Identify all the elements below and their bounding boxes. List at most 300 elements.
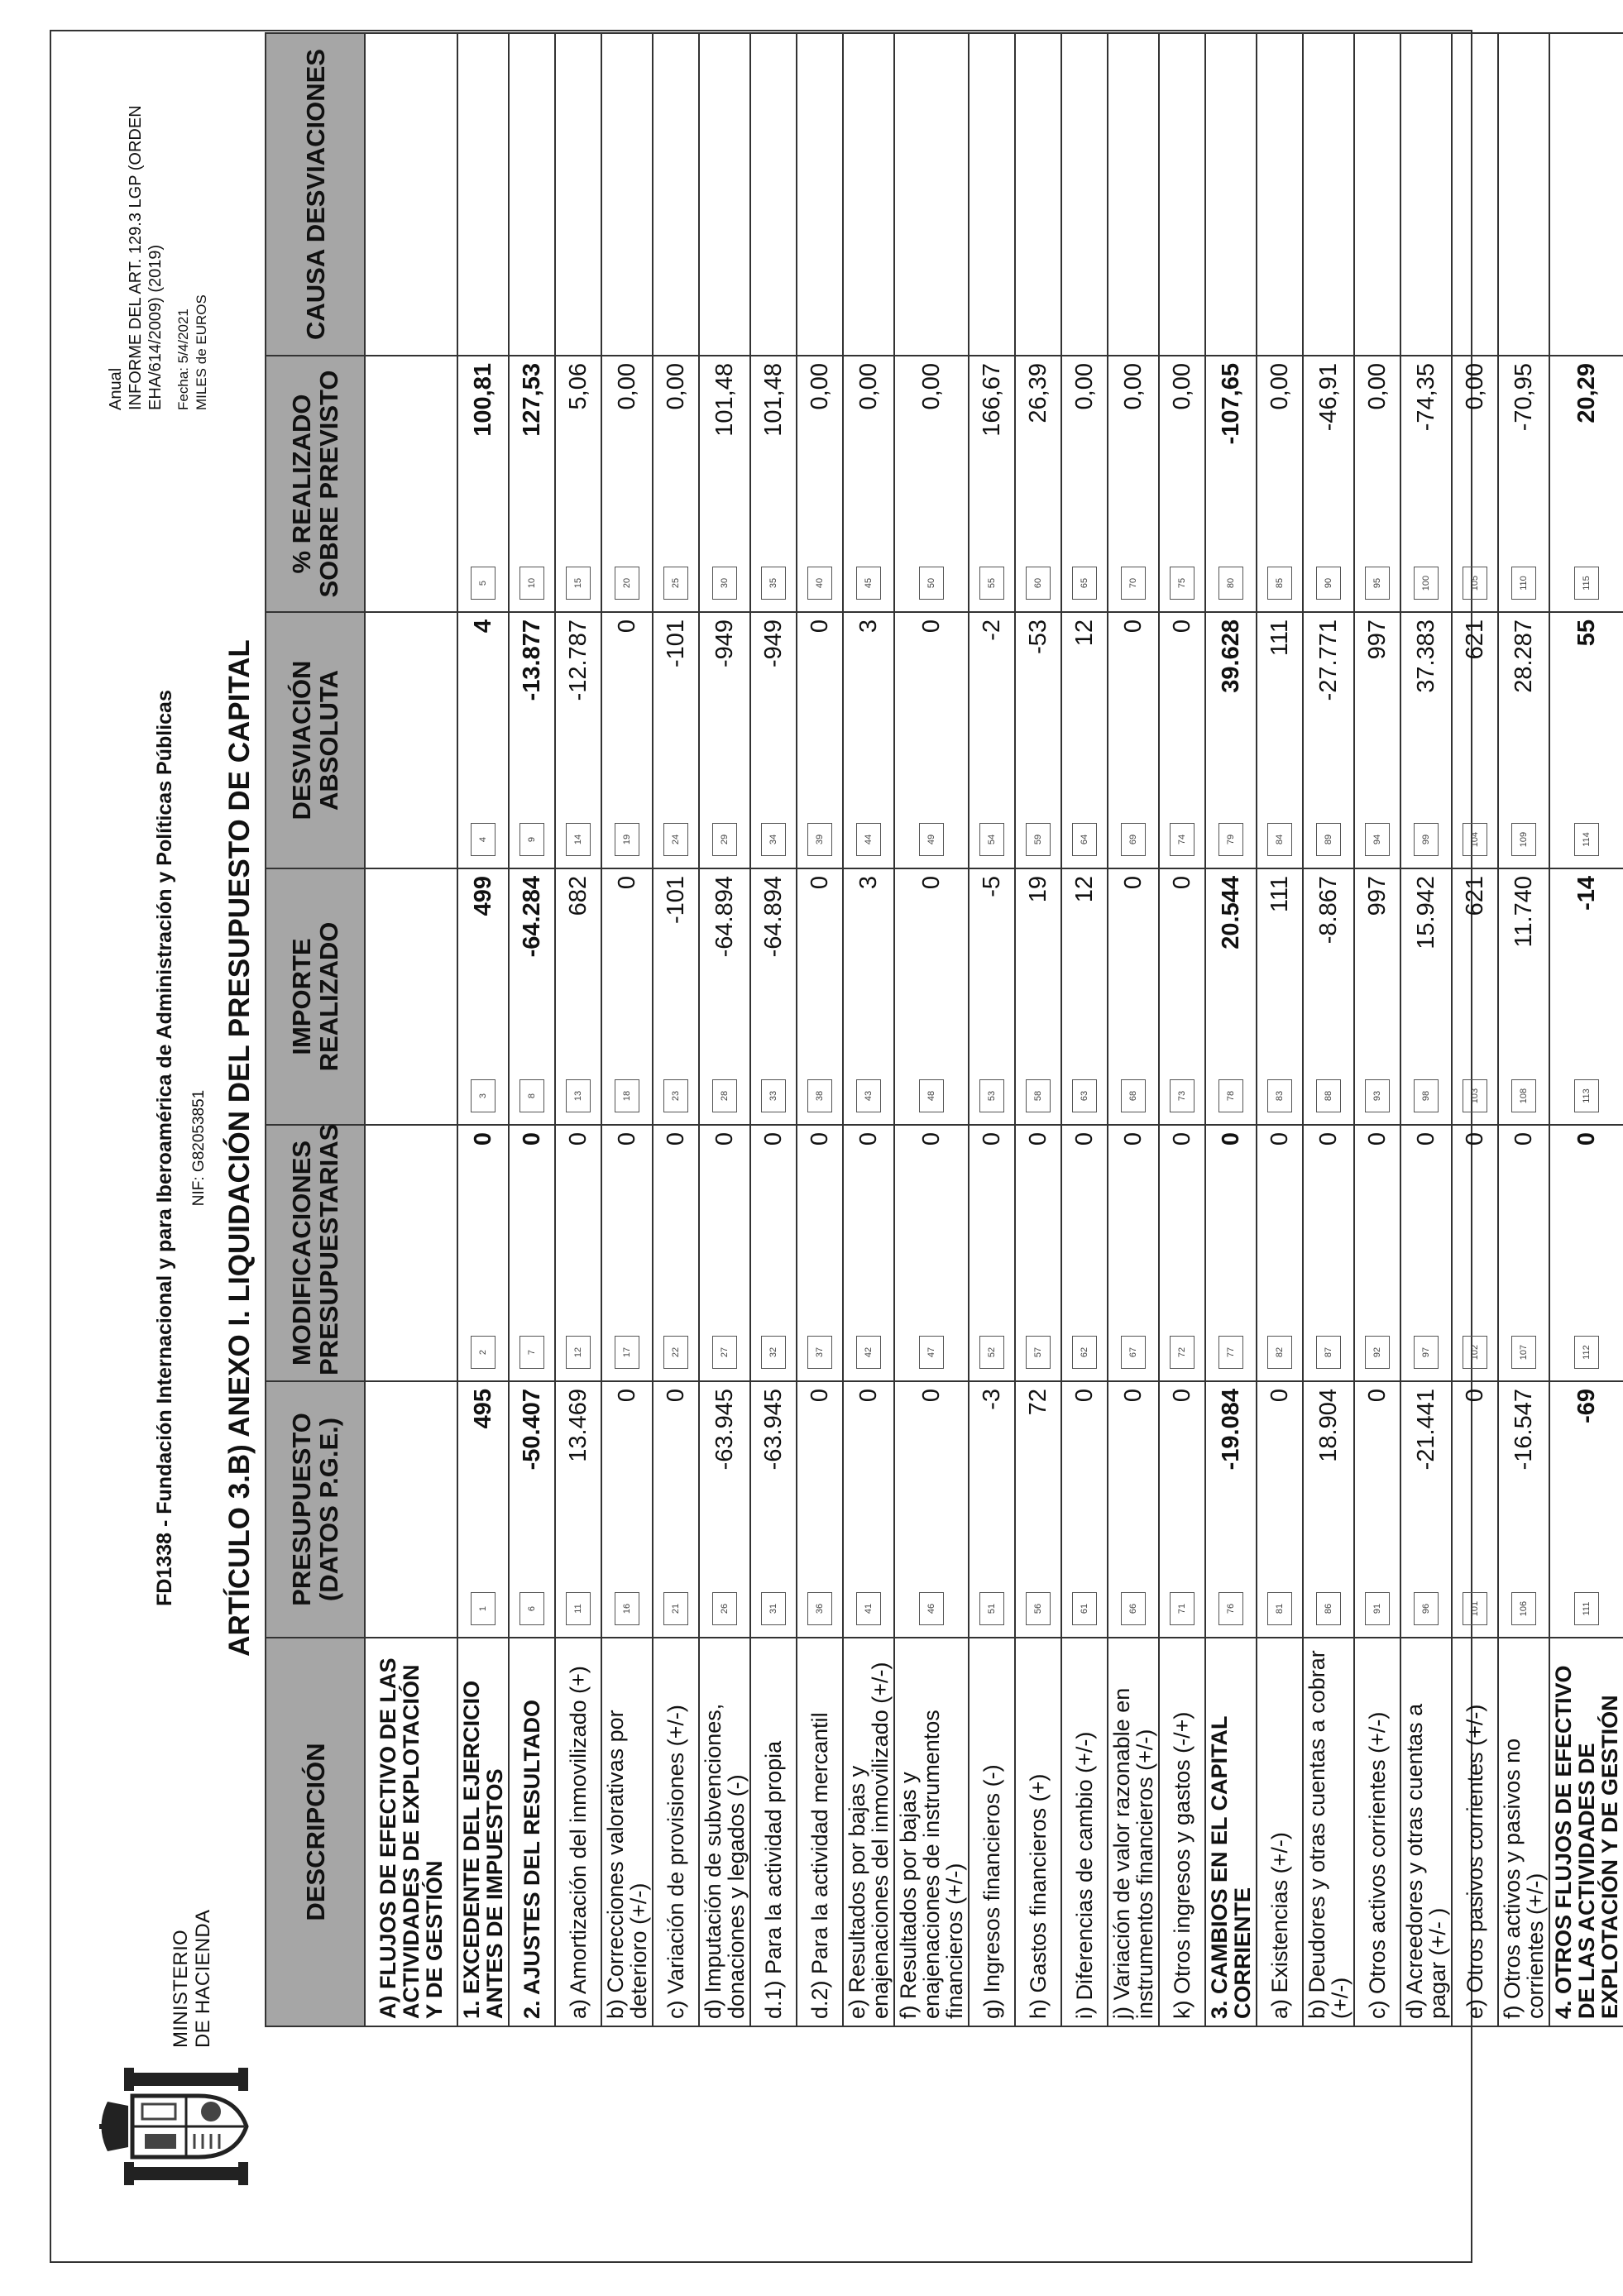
- table-row: [1549, 33, 1623, 2026]
- cell-modificaciones: [1159, 1125, 1205, 1381]
- row-description: 1. EXCEDENTE DEL EJERCICIO ANTES DE IMPUESTOS: [457, 1638, 509, 2026]
- cell-value: -69: [1573, 1389, 1600, 1423]
- cell-desviacion: [601, 612, 653, 868]
- cell-presupuesto: [969, 1381, 1015, 1638]
- budget-liquidation-table: [265, 32, 1623, 2027]
- field-id-box: 60: [1026, 567, 1051, 600]
- cell-value: 3: [855, 876, 882, 890]
- cell-desviacion: [699, 612, 750, 868]
- field-id-box: 17: [615, 1336, 639, 1369]
- table-row: [1159, 33, 1205, 2026]
- cell-causa: [1015, 33, 1061, 356]
- cell-value: 0: [1266, 1389, 1293, 1403]
- cell-modificaciones: [1108, 1125, 1159, 1381]
- column-header-modificaciones: MODIFICACIONES PRESUPUESTARIAS: [266, 1125, 365, 1381]
- cell-value: 0,00: [1119, 363, 1147, 410]
- cell-value: 0: [978, 1132, 1005, 1146]
- cell-presupuesto: [1015, 1381, 1061, 1638]
- cell-modificaciones: [894, 1125, 969, 1381]
- cell-value: -107,65: [1217, 363, 1244, 445]
- cell-value: -64.894: [759, 876, 787, 958]
- cell-value: 0: [1266, 1132, 1293, 1146]
- field-id-box: 110: [1511, 567, 1536, 600]
- cell-value: 0,00: [855, 363, 882, 410]
- field-id-box: 85: [1267, 567, 1292, 600]
- field-id-box: 95: [1365, 567, 1390, 600]
- field-id-box: 37: [807, 1336, 832, 1369]
- cell-importe: [365, 868, 457, 1125]
- cell-value: 26,39: [1024, 363, 1051, 423]
- report-date: Fecha: 5/4/2021: [175, 309, 191, 410]
- cell-value: 72: [1024, 1389, 1051, 1416]
- cell-value: 20.544: [1217, 876, 1244, 949]
- cell-value: 0: [1119, 876, 1147, 890]
- field-id-box: 107: [1511, 1336, 1536, 1369]
- cell-porcentaje: [1400, 356, 1452, 612]
- row-description: c) Otros activos corrientes (+/-): [1354, 1638, 1400, 2026]
- cell-value: 0: [518, 1132, 545, 1146]
- cell-porcentaje: [1205, 356, 1257, 612]
- cell-importe: [1400, 868, 1452, 1125]
- field-id-box: 57: [1026, 1336, 1051, 1369]
- field-id-box: 46: [919, 1592, 944, 1625]
- cell-value: 0: [1168, 1389, 1195, 1403]
- field-id-box: 56: [1026, 1592, 1051, 1625]
- field-id-box: 12: [566, 1336, 591, 1369]
- nif-text: NIF: G82053851: [190, 1089, 208, 1207]
- cell-desviacion: [653, 612, 699, 868]
- cell-modificaciones: [1549, 1125, 1623, 1381]
- field-id-box: 82: [1267, 1336, 1292, 1369]
- field-id-box: 19: [615, 823, 639, 856]
- field-id-box: 52: [979, 1336, 1004, 1369]
- row-description: e) Resultados por bajas y enajenaciones del inmovilizado (+/-): [843, 1638, 894, 2026]
- field-id-box: 111: [1574, 1592, 1599, 1625]
- cell-presupuesto: [1400, 1381, 1452, 1638]
- cell-value: 0: [1217, 1132, 1244, 1146]
- field-id-box: 35: [761, 567, 786, 600]
- cell-desviacion: [750, 612, 797, 868]
- cell-importe: [601, 868, 653, 1125]
- cell-value: -63.945: [759, 1389, 787, 1471]
- cell-value: 101,48: [759, 363, 787, 437]
- field-id-box: 11: [566, 1592, 591, 1625]
- cell-importe: [1303, 868, 1354, 1125]
- table-row: [1303, 33, 1354, 2026]
- cell-modificaciones: [601, 1125, 653, 1381]
- table-row: [894, 33, 969, 2026]
- cell-porcentaje: [365, 356, 457, 612]
- field-id-box: 9: [519, 823, 544, 856]
- row-description: b) Deudores y otras cuentas a cobrar (+/-): [1303, 1638, 1354, 2026]
- row-description: 3. CAMBIOS EN EL CAPITAL CORRIENTE: [1205, 1638, 1257, 2026]
- cell-porcentaje: [1549, 356, 1623, 612]
- cell-value: -64.284: [518, 876, 545, 958]
- cell-value: 0: [1314, 1132, 1342, 1146]
- cell-porcentaje: [894, 356, 969, 612]
- cell-presupuesto: [797, 1381, 843, 1638]
- cell-presupuesto: [365, 1381, 457, 1638]
- cell-value: 621: [1461, 876, 1488, 916]
- cell-value: 0,00: [613, 363, 640, 410]
- table-row: [601, 33, 653, 2026]
- cell-causa: [509, 33, 555, 356]
- field-id-box: 108: [1511, 1079, 1536, 1112]
- cell-value: 4: [469, 619, 496, 634]
- column-header-porcentaje: % REALIZADO SOBRE PREVISTO: [266, 356, 365, 612]
- row-description: d.2) Para la actividad mercantil: [797, 1638, 843, 2026]
- cell-value: 12: [1070, 876, 1098, 903]
- field-id-box: 67: [1121, 1336, 1146, 1369]
- cell-value: 0: [613, 876, 640, 890]
- field-id-box: 92: [1365, 1336, 1390, 1369]
- cell-desviacion: [1257, 612, 1303, 868]
- field-id-box: 88: [1316, 1079, 1341, 1112]
- field-id-box: 101: [1463, 1592, 1487, 1625]
- field-id-box: 64: [1072, 823, 1097, 856]
- cell-causa: [1159, 33, 1205, 356]
- cell-value: 997: [1363, 876, 1391, 916]
- cell-value: -5: [978, 876, 1005, 897]
- table-row: [1498, 33, 1549, 2026]
- cell-desviacion: [1303, 612, 1354, 868]
- cell-value: -63.945: [711, 1389, 738, 1471]
- cell-causa: [1303, 33, 1354, 356]
- cell-value: 0: [1168, 619, 1195, 634]
- cell-value: 0: [613, 619, 640, 634]
- cell-value: 111: [1266, 619, 1293, 657]
- field-id-box: 14: [566, 823, 591, 856]
- table-row: [797, 33, 843, 2026]
- cell-importe: [894, 868, 969, 1125]
- row-description: g) Ingresos financieros (-): [969, 1638, 1015, 2026]
- field-id-box: 73: [1170, 1079, 1195, 1112]
- field-id-box: 93: [1365, 1079, 1390, 1112]
- cell-value: -46,91: [1314, 363, 1342, 432]
- cell-presupuesto: [843, 1381, 894, 1638]
- cell-modificaciones: [1257, 1125, 1303, 1381]
- cell-value: 0: [662, 1389, 689, 1403]
- cell-value: 0: [1168, 1132, 1195, 1146]
- field-id-box: 66: [1121, 1592, 1146, 1625]
- column-header-importe: IMPORTE REALIZADO: [266, 868, 365, 1125]
- field-id-box: 79: [1218, 823, 1243, 856]
- field-id-box: 3: [471, 1079, 496, 1112]
- cell-importe: [1498, 868, 1549, 1125]
- cell-value: 3: [855, 619, 882, 634]
- field-id-box: 62: [1072, 1336, 1097, 1369]
- cell-importe: [1061, 868, 1108, 1125]
- column-header-descripcion: DESCRIPCIÓN: [266, 1638, 365, 2026]
- column-header-presupuesto: PRESUPUESTO (DATOS P.G.E.): [266, 1381, 365, 1638]
- cell-desviacion: [1015, 612, 1061, 868]
- cell-value: 0: [1119, 1389, 1147, 1403]
- cell-importe: [1108, 868, 1159, 1125]
- table-row: [969, 33, 1015, 2026]
- cell-presupuesto: [894, 1381, 969, 1638]
- cell-presupuesto: [457, 1381, 509, 1638]
- cell-modificaciones: [699, 1125, 750, 1381]
- cell-modificaciones: [555, 1125, 601, 1381]
- cell-value: 0: [1363, 1132, 1391, 1146]
- field-id-box: 26: [712, 1592, 737, 1625]
- cell-modificaciones: [365, 1125, 457, 1381]
- field-id-box: 84: [1267, 823, 1292, 856]
- field-id-box: 5: [471, 567, 496, 600]
- table-row: [509, 33, 555, 2026]
- field-id-box: 2: [471, 1336, 496, 1369]
- cell-modificaciones: [750, 1125, 797, 1381]
- field-id-box: 109: [1511, 823, 1536, 856]
- cell-modificaciones: [653, 1125, 699, 1381]
- field-id-box: 13: [566, 1079, 591, 1112]
- cell-value: 0: [1119, 619, 1147, 634]
- cell-desviacion: [365, 612, 457, 868]
- field-id-box: 42: [856, 1336, 881, 1369]
- field-id-box: 30: [712, 567, 737, 600]
- cell-desviacion: [1108, 612, 1159, 868]
- field-id-box: 104: [1463, 823, 1487, 856]
- cell-presupuesto: [1498, 1381, 1549, 1638]
- currency-units: MILES de EUROS: [194, 294, 209, 410]
- cell-importe: [1205, 868, 1257, 1125]
- cell-causa: [1108, 33, 1159, 356]
- cell-causa: [601, 33, 653, 356]
- cell-value: -64.894: [711, 876, 738, 958]
- ministry-name-line2: DE HACIENDA: [192, 1909, 214, 2048]
- cell-value: 0: [806, 1389, 833, 1403]
- cell-importe: [1015, 868, 1061, 1125]
- cell-porcentaje: [555, 356, 601, 612]
- field-id-box: 71: [1170, 1592, 1195, 1625]
- field-id-box: 115: [1574, 567, 1599, 600]
- cell-value: 39.628: [1217, 619, 1244, 693]
- cell-causa: [750, 33, 797, 356]
- cell-causa: [1061, 33, 1108, 356]
- cell-value: -949: [759, 619, 787, 668]
- cell-porcentaje: [797, 356, 843, 612]
- cell-importe: [843, 868, 894, 1125]
- article-title: ARTÍCULO 3.B) ANEXO I. LIQUIDACIÓN DEL PRESUPUESTO DE CAPITAL: [223, 639, 256, 1657]
- field-id-box: 58: [1026, 1079, 1051, 1112]
- cell-modificaciones: [843, 1125, 894, 1381]
- field-id-box: 106: [1511, 1592, 1536, 1625]
- field-id-box: 74: [1170, 823, 1195, 856]
- field-id-box: 34: [761, 823, 786, 856]
- field-id-box: 81: [1267, 1592, 1292, 1625]
- cell-porcentaje: [969, 356, 1015, 612]
- cell-importe: [555, 868, 601, 1125]
- cell-causa: [969, 33, 1015, 356]
- cell-value: -16.547: [1510, 1389, 1537, 1471]
- table-row: [653, 33, 699, 2026]
- cell-value: 55: [1573, 619, 1600, 647]
- cell-value: 495: [469, 1389, 496, 1429]
- row-description: 4. OTROS FLUJOS DE EFECTIVO DE LAS ACTIVIDADES DE EXPLOTACIÓN Y DE GESTIÓN: [1549, 1638, 1623, 2026]
- cell-value: 0: [1070, 1389, 1098, 1403]
- cell-presupuesto: [509, 1381, 555, 1638]
- field-id-box: 114: [1574, 823, 1599, 856]
- cell-presupuesto: [1108, 1381, 1159, 1638]
- cell-desviacion: [1205, 612, 1257, 868]
- cell-importe: [509, 868, 555, 1125]
- cell-value: 0: [662, 1132, 689, 1146]
- cell-value: 0: [855, 1389, 882, 1403]
- cell-importe: [457, 868, 509, 1125]
- field-id-box: 86: [1316, 1592, 1341, 1625]
- cell-desviacion: [969, 612, 1015, 868]
- field-id-box: 77: [1218, 1336, 1243, 1369]
- field-id-box: 15: [566, 567, 591, 600]
- cell-modificaciones: [1498, 1125, 1549, 1381]
- cell-value: 0,00: [806, 363, 833, 410]
- period-label: Anual: [107, 367, 125, 410]
- cell-value: 0: [917, 1389, 945, 1403]
- table-row: [1400, 33, 1452, 2026]
- field-id-box: 89: [1316, 823, 1341, 856]
- table-row: [750, 33, 797, 2026]
- cell-porcentaje: [1061, 356, 1108, 612]
- cell-value: 0: [1573, 1132, 1600, 1146]
- cell-presupuesto: [1452, 1381, 1498, 1638]
- table-row: [843, 33, 894, 2026]
- row-description: e) Otros pasivos corrientes (+/-): [1452, 1638, 1498, 2026]
- field-id-box: 87: [1316, 1336, 1341, 1369]
- cell-porcentaje: [1159, 356, 1205, 612]
- cell-value: 0,00: [1363, 363, 1391, 410]
- report-line-2: EHA/614/2009) (2019): [146, 244, 165, 410]
- field-id-box: 102: [1463, 1336, 1487, 1369]
- cell-modificaciones: [797, 1125, 843, 1381]
- field-id-box: 75: [1170, 567, 1195, 600]
- field-id-box: 65: [1072, 567, 1097, 600]
- cell-desviacion: [1061, 612, 1108, 868]
- field-id-box: 10: [519, 567, 544, 600]
- field-id-box: 99: [1414, 823, 1439, 856]
- cell-porcentaje: [699, 356, 750, 612]
- cell-presupuesto: [1354, 1381, 1400, 1638]
- cell-value: 0: [1070, 1132, 1098, 1146]
- field-id-box: 22: [663, 1336, 688, 1369]
- cell-value: 0: [806, 876, 833, 890]
- field-id-box: 40: [807, 567, 832, 600]
- row-description: 2. AJUSTES DEL RESULTADO: [509, 1638, 555, 2026]
- cell-porcentaje: [1452, 356, 1498, 612]
- field-id-box: 63: [1072, 1079, 1097, 1112]
- cell-value: 111: [1266, 876, 1293, 913]
- cell-value: -101: [662, 619, 689, 668]
- cell-causa: [365, 33, 457, 356]
- cell-desviacion: [797, 612, 843, 868]
- field-id-box: 91: [1365, 1592, 1390, 1625]
- cell-value: 0: [613, 1389, 640, 1403]
- cell-modificaciones: [1015, 1125, 1061, 1381]
- cell-desviacion: [894, 612, 969, 868]
- cell-value: 0: [759, 1132, 787, 1146]
- field-id-box: 23: [663, 1079, 688, 1112]
- cell-porcentaje: [601, 356, 653, 612]
- field-id-box: 45: [856, 567, 881, 600]
- row-description: h) Gastos financieros (+): [1015, 1638, 1061, 2026]
- field-id-box: 68: [1121, 1079, 1146, 1112]
- field-id-box: 24: [663, 823, 688, 856]
- cell-importe: [969, 868, 1015, 1125]
- cell-causa: [653, 33, 699, 356]
- cell-desviacion: [843, 612, 894, 868]
- cell-modificaciones: [457, 1125, 509, 1381]
- cell-modificaciones: [1205, 1125, 1257, 1381]
- cell-importe: [653, 868, 699, 1125]
- cell-value: 499: [469, 876, 496, 916]
- table-row: [1257, 33, 1303, 2026]
- cell-value: 0: [806, 619, 833, 634]
- row-description: f) Resultados por bajas y enajenaciones de instrumentos financieros (+/-): [894, 1638, 969, 2026]
- cell-causa: [699, 33, 750, 356]
- cell-importe: [699, 868, 750, 1125]
- cell-causa: [843, 33, 894, 356]
- cell-porcentaje: [653, 356, 699, 612]
- field-id-box: 44: [856, 823, 881, 856]
- table-row: [1108, 33, 1159, 2026]
- cell-value: 0: [855, 1132, 882, 1146]
- cell-value: 0: [1363, 1389, 1391, 1403]
- table-row: [1452, 33, 1498, 2026]
- field-id-box: 18: [615, 1079, 639, 1112]
- field-id-box: 36: [807, 1592, 832, 1625]
- field-id-box: 54: [979, 823, 1004, 856]
- cell-presupuesto: [1257, 1381, 1303, 1638]
- cell-importe: [1257, 868, 1303, 1125]
- field-id-box: 4: [471, 823, 496, 856]
- table-row: [1061, 33, 1108, 2026]
- cell-modificaciones: [1354, 1125, 1400, 1381]
- table-row: [699, 33, 750, 2026]
- cell-presupuesto: [601, 1381, 653, 1638]
- cell-importe: [797, 868, 843, 1125]
- cell-value: -70,95: [1510, 363, 1537, 432]
- cell-modificaciones: [1400, 1125, 1452, 1381]
- field-id-box: 27: [712, 1336, 737, 1369]
- cell-value: 28.287: [1510, 619, 1537, 693]
- cell-porcentaje: [457, 356, 509, 612]
- cell-porcentaje: [509, 356, 555, 612]
- cell-porcentaje: [1498, 356, 1549, 612]
- field-id-box: 32: [761, 1336, 786, 1369]
- field-id-box: 41: [856, 1592, 881, 1625]
- cell-value: 621: [1461, 619, 1488, 660]
- cell-value: 0: [1461, 1132, 1488, 1146]
- field-id-box: 47: [919, 1336, 944, 1369]
- cell-causa: [1257, 33, 1303, 356]
- cell-value: 18.904: [1314, 1389, 1342, 1462]
- cell-value: 15.942: [1412, 876, 1439, 949]
- cell-value: 0: [1510, 1132, 1537, 1146]
- cell-presupuesto: [555, 1381, 601, 1638]
- cell-modificaciones: [969, 1125, 1015, 1381]
- cell-desviacion: [509, 612, 555, 868]
- row-description: A) FLUJOS DE EFECTIVO DE LAS ACTIVIDADES DE EXPLOTACIÓN Y DE GESTIÓN: [365, 1638, 457, 2026]
- cell-value: -50.407: [518, 1389, 545, 1471]
- cell-presupuesto: [750, 1381, 797, 1638]
- row-description: j) Variación de valor razonable en instrumentos financieros (+/-): [1108, 1638, 1159, 2026]
- row-description: b) Correcciones valorativas por deterioro (+/-): [601, 1638, 653, 2026]
- cell-causa: [894, 33, 969, 356]
- field-id-box: 61: [1072, 1592, 1097, 1625]
- table-row: [1015, 33, 1061, 2026]
- field-id-box: 97: [1414, 1336, 1439, 1369]
- field-id-box: 29: [712, 823, 737, 856]
- table-row: [457, 33, 509, 2026]
